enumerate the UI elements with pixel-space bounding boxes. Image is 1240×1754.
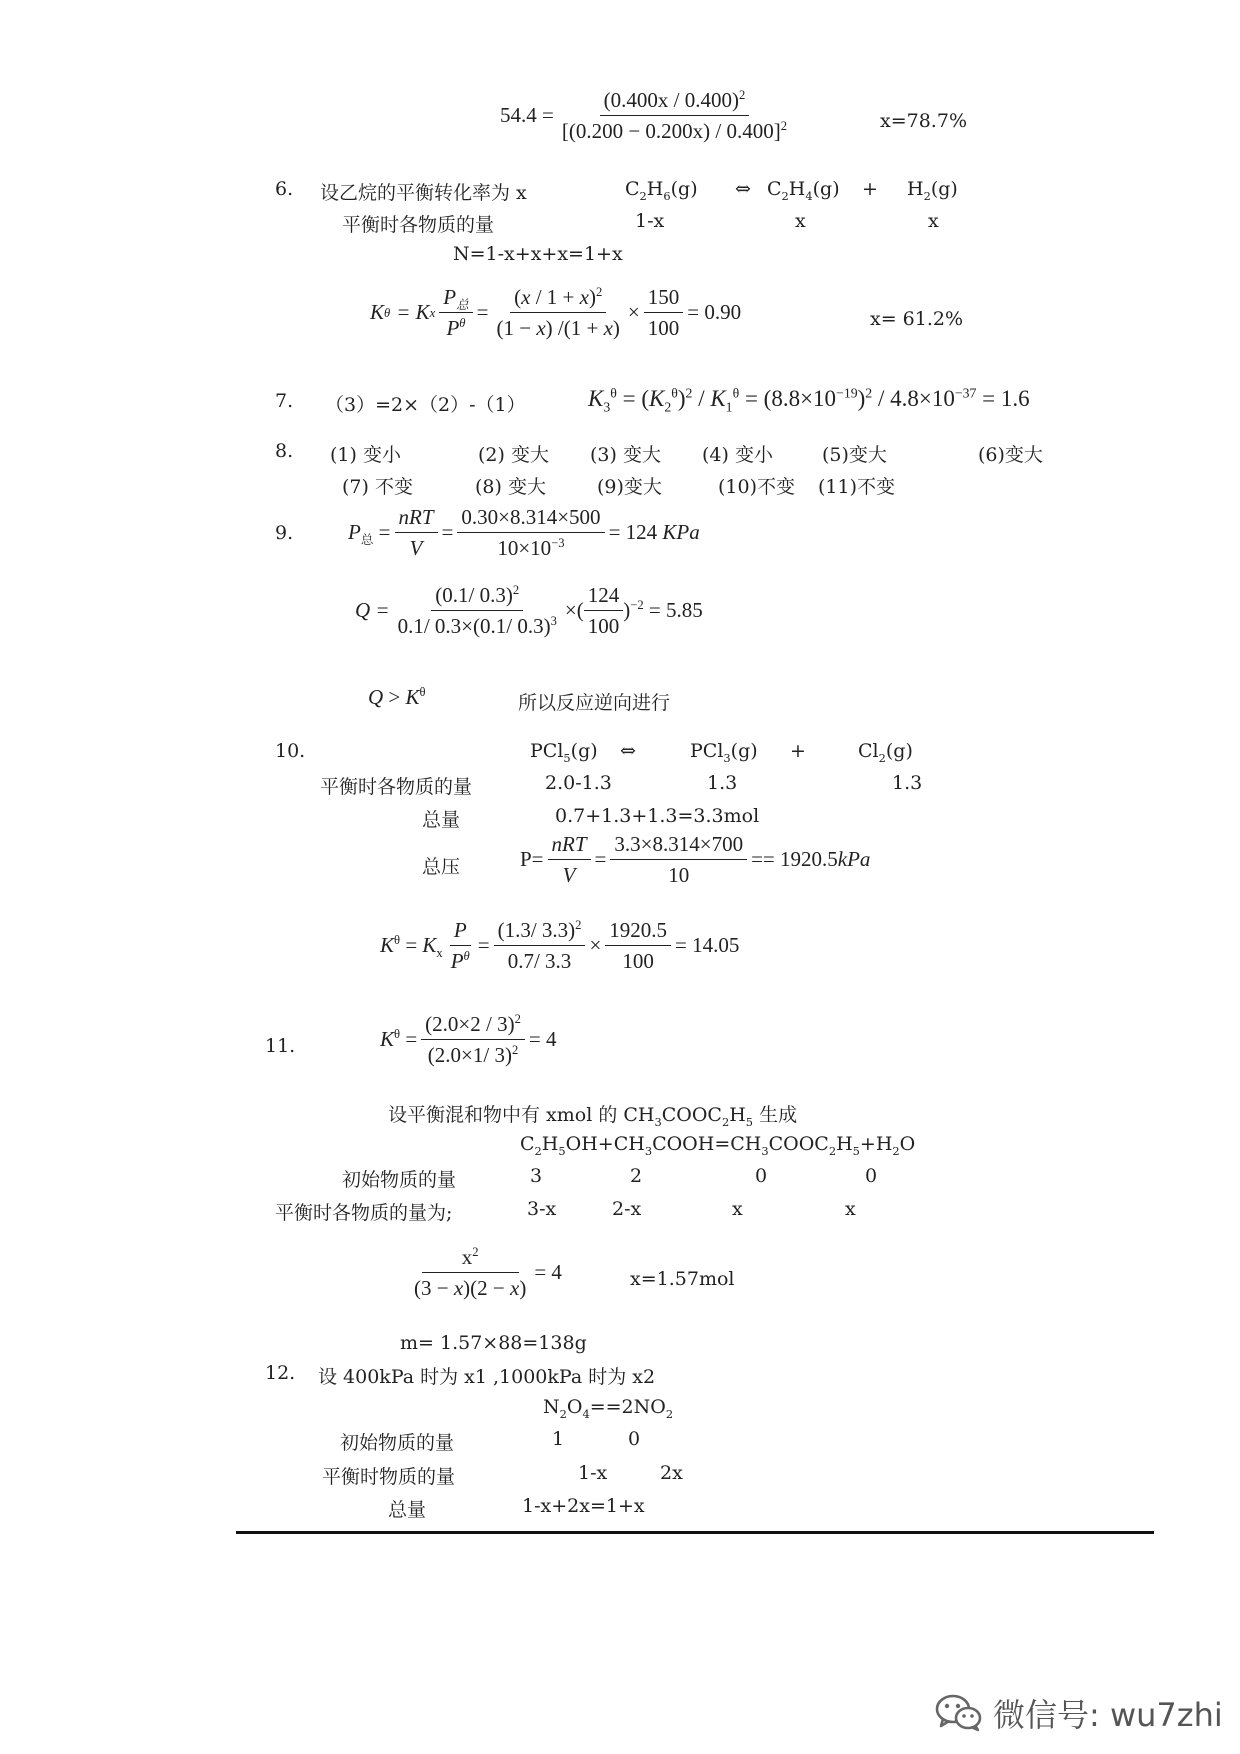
- p5-lhs: 54.4 =: [500, 103, 554, 128]
- p9-conclusion: 所以反应逆向进行: [518, 692, 671, 714]
- p11-initial-label: 初始物质的量: [342, 1169, 457, 1191]
- p7-text: （3）=2×（2）-（1）: [325, 394, 526, 416]
- p11-x-equation: $\frac{x^2}{(3 - x)(2 - x)}$ = 4: [414, 1245, 562, 1301]
- p12-eq-2: 2x: [660, 1462, 683, 1484]
- p8-item: (8) 变大: [475, 476, 546, 498]
- page-divider: [236, 1531, 1154, 1534]
- p12-eq-label: 平衡时物质的量: [322, 1466, 456, 1488]
- p8-item: (11)不变: [818, 476, 896, 498]
- p8-item: (9)变大: [597, 476, 662, 498]
- p6-k-equation: K θ = K x $\frac{P_总}{P^\theta}$ = $\frac{(x / 1 + x)^2}{(1 - x) /(1 + x)}$ × $\frac{150}{100}$ = 0.90: [370, 285, 742, 341]
- p7-equation: $K_3^\theta = (K_2^\theta)^2 / K_1^\theta = (8.8\times 10^{-19})^2 / 4.8\times 10^{-37} = 1.6$: [588, 385, 1030, 415]
- p12-initial-2: 0: [628, 1428, 641, 1450]
- p10-pressure-equation: P= $\frac{\text{nRT}}{V}$ = $\frac{3.3\times 8.314\times 700}{10}$ == 1920.5 kPa: [520, 832, 871, 888]
- p6-amount-2: x: [795, 210, 806, 232]
- p10-number: 10.: [275, 740, 306, 762]
- p8-item: (7) 不变: [342, 476, 413, 498]
- p6-product-1: $C_2H_4(g)$: [767, 178, 840, 203]
- p8-item: (3) 变大: [590, 444, 661, 466]
- p11-x-result: x=1.57mol: [630, 1268, 735, 1290]
- p10-plus: +: [790, 740, 806, 762]
- p8-item: (4) 变小: [702, 444, 773, 466]
- p6-number: 6.: [275, 178, 294, 200]
- p8-item: (2) 变大: [478, 444, 549, 466]
- p10-amount-label: 平衡时各物质的量: [320, 776, 473, 798]
- p6-plus: +: [862, 178, 878, 200]
- p11-k-equation: $K^\theta$ = $\frac{(2.0\times 2 / 3)^2}{(2.0\times 1/ 3)^2}$ = 4: [380, 1012, 557, 1068]
- p12-initial-1: 1: [552, 1428, 565, 1450]
- p6-total: N=1-x+x+x=1+x: [453, 243, 623, 265]
- p12-intro: 设 400kPa 时为 x1 ,1000kPa 时为 x2: [318, 1366, 656, 1388]
- p6-intro: 设乙烷的平衡转化率为 x: [320, 182, 527, 204]
- p10-pressure-label: 总压: [422, 856, 461, 878]
- watermark-text: 微信号: wu7zhi: [993, 1696, 1223, 1734]
- p11-mass: m= 1.57×88=138g: [400, 1332, 587, 1354]
- p12-number: 12.: [265, 1362, 296, 1384]
- p9-pressure-equation: $P_总$ = $\frac{\text{nRT}}{V}$ = $\frac{0.30\times 8.314\times 500}{10\times 10^{-3}}$ = 124 KPa: [348, 505, 700, 561]
- p7-number: 7.: [275, 390, 294, 412]
- p5-equation: [500, 88, 795, 143]
- p11-assumption: 设平衡混和物中有 xmol 的 $CH_3COOC_2H_5$ 生成: [388, 1104, 798, 1129]
- p5-den: [(0.200 − 0.200x) / 0.400]: [561, 119, 781, 144]
- p12-eq-1: 1-x: [578, 1462, 608, 1484]
- p12-total-label: 总量: [388, 1499, 427, 1521]
- p6-reactant: $C_2H_6(g)$: [625, 178, 698, 203]
- p10-amount-2: 1.3: [707, 772, 738, 794]
- p11-eq-2: 2-x: [612, 1198, 642, 1220]
- p11-initial-1: 3: [530, 1165, 543, 1187]
- p11-initial-4: 0: [865, 1165, 878, 1187]
- p6-amount-1: 1-x: [635, 210, 665, 232]
- watermark: [935, 1690, 1223, 1736]
- p12-initial-label: 初始物质的量: [340, 1432, 455, 1454]
- p10-product-1: PCl$_3$(g): [690, 740, 758, 765]
- p11-reaction: $C_2H_5OH+CH_3COOH=CH_3COOC_2H_5+H_2O$: [520, 1133, 916, 1158]
- p10-arrow: ⇔: [620, 740, 636, 762]
- p8-item: (10)不变: [718, 476, 796, 498]
- p6-arrow: ⇔: [735, 178, 751, 200]
- p6-amount-3: x: [928, 210, 939, 232]
- p11-eq-4: x: [845, 1198, 856, 1220]
- p12-reaction: $N_2O_4==2NO_2$: [543, 1396, 674, 1421]
- p8-item: (1) 变小: [330, 444, 401, 466]
- p5-fraction: $\frac{(0.400x / 0.400)^2}{[(0.200 - 0.200x) / 0.400]^2}$: [561, 88, 788, 144]
- p11-eq-label: 平衡时各物质的量为;: [275, 1202, 453, 1224]
- p11-initial-3: 0: [755, 1165, 768, 1187]
- p6-product-2: $H_2(g)$: [907, 178, 958, 203]
- p6-amount-label: 平衡时各物质的量: [342, 214, 495, 236]
- p6-result: x= 61.2%: [870, 308, 964, 330]
- p11-initial-2: 2: [630, 1165, 643, 1187]
- p9-number: 9.: [275, 522, 294, 544]
- p5-result: x=78.7%: [880, 110, 967, 132]
- p9-q-equation: Q = $\frac{(0.1/ 0.3)^2}{0.1/ 0.3\times(0.1/ 0.3)^3}$ ×( $\frac{124}{100}$ )$^{-2}$ = 5.85: [355, 583, 703, 639]
- p9-compare: $Q > K^\theta$: [368, 685, 426, 709]
- p12-total: 1-x+2x=1+x: [522, 1495, 645, 1517]
- p11-eq-3: x: [732, 1198, 743, 1220]
- p10-k-equation: $K^\theta = K_x$ $\frac{P}{P^\theta}$ = $\frac{(1.3/ 3.3)^2}{0.7/ 3.3}$ × $\frac{1920.5}{100}$ = 14.05: [380, 918, 740, 974]
- p8-number: 8.: [275, 440, 294, 462]
- p10-amount-1: 2.0-1.3: [545, 772, 612, 794]
- p10-amount-3: 1.3: [892, 772, 923, 794]
- p10-total-label: 总量: [422, 809, 461, 831]
- p10-product-2: $Cl_2(g)$: [858, 740, 913, 765]
- p11-number: 11.: [265, 1035, 296, 1057]
- p8-item: (6)变大: [978, 444, 1043, 466]
- p10-total: 0.7+1.3+1.3=3.3mol: [555, 805, 760, 827]
- p11-eq-1: 3-x: [527, 1198, 557, 1220]
- p10-reactant: PCl$_5$(g): [530, 740, 598, 765]
- p8-item: (5)变大: [822, 444, 887, 466]
- wechat-icon: [935, 1693, 983, 1733]
- p5-num: (0.400x / 0.400): [603, 88, 739, 112]
